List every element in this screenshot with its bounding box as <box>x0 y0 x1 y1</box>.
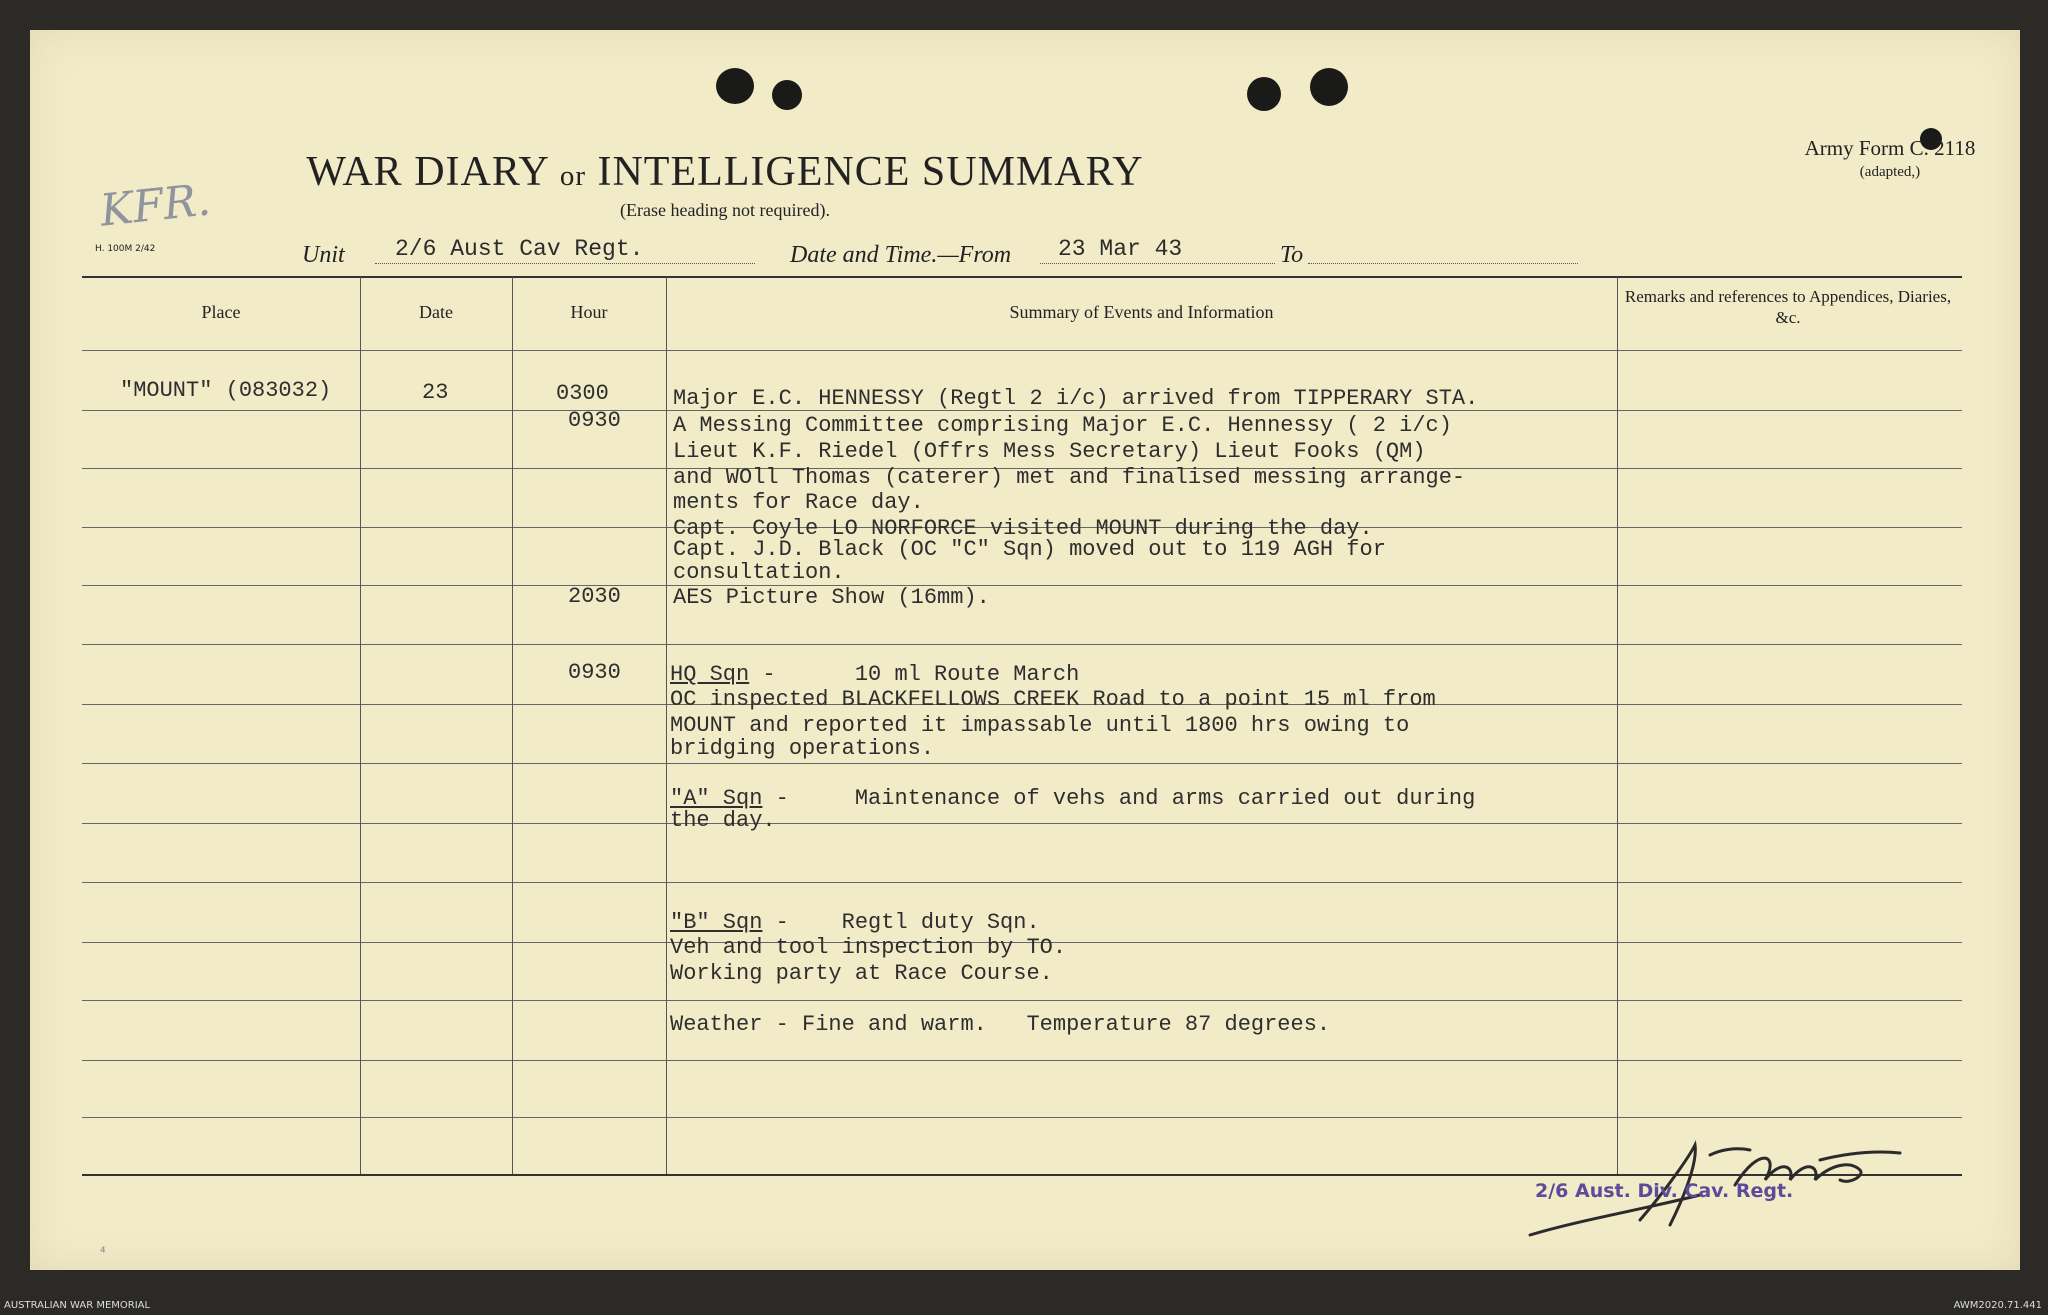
diary-sheet <box>30 30 2020 1270</box>
header-bottom-rule <box>82 350 1962 351</box>
summary-line <box>670 910 1040 936</box>
summary-line: consultation. <box>673 560 845 585</box>
summary-line: AES Picture Show (16mm). <box>673 585 990 610</box>
summary-line: A Messing Committee comprising Major E.C. Hennessy ( 2 i/c) <box>673 413 1452 438</box>
row-rule <box>82 1117 1962 1118</box>
summary-line: Major E.C. HENNESSY (Regtl 2 i/c) arrived from TIPPERARY STA. <box>673 386 1479 411</box>
punch-hole <box>1247 77 1281 111</box>
table-top-rule <box>82 276 1962 278</box>
row-rule <box>82 1000 1962 1001</box>
date-time-label: Date and Time.—From <box>790 242 1012 268</box>
hour-entry: 0930 <box>568 660 621 685</box>
row-rule <box>82 823 1962 824</box>
column-divider <box>1617 277 1618 1174</box>
column-header-hour: Hour <box>570 302 608 322</box>
a-sqn-label: "A" Sqn <box>670 786 763 811</box>
hour-entry: 2030 <box>568 584 621 609</box>
column-header-date: Date <box>419 302 453 322</box>
summary-line <box>670 662 1079 688</box>
to-label: To <box>1280 242 1304 268</box>
row-rule <box>82 1060 1962 1061</box>
column-header-remarks: Remarks and references to Appendices, Diaries, &c. <box>1624 287 1952 327</box>
form-code: H. 100M 2/42 <box>95 244 156 254</box>
handwritten-initials: KFR. <box>97 174 213 237</box>
punch-hole <box>1310 68 1348 106</box>
summary-line <box>670 786 1475 812</box>
to-dotted-line <box>1308 263 1578 264</box>
punch-hole <box>772 80 802 110</box>
hq-sqn-label: HQ Sqn <box>670 662 750 687</box>
row-rule <box>82 644 1962 645</box>
unit-value: 2/6 Aust Cav Regt. <box>395 236 644 262</box>
footer-archive-id: AWM2020.71.441 <box>1953 1300 2042 1311</box>
column-divider <box>666 277 667 1174</box>
column-divider <box>512 277 513 1174</box>
unit-stamp: 2/6 Aust. Div. Cav. Regt. <box>1535 1180 1794 1202</box>
summary-line: MOUNT and reported it impassable until 1800 hrs owing to <box>670 713 1410 738</box>
place-entry: "MOUNT" (083032) <box>120 378 332 403</box>
column-header-place: Place <box>201 302 241 322</box>
a-sqn-text: - Maintenance of vehs and arms carried out during <box>762 786 1476 811</box>
summary-line: Veh and tool inspection by TO. <box>670 935 1067 960</box>
from-dotted-line <box>1040 263 1275 264</box>
from-value: 23 Mar 43 <box>1058 236 1183 262</box>
hq-sqn-text: - 10 ml Route March <box>749 662 1080 687</box>
column-header-summary: Summary of Events and Information <box>1009 302 1274 322</box>
summary-line: and WOll Thomas (caterer) met and finalised messing arrange- <box>673 465 1466 490</box>
footer-archive-name: AUSTRALIAN WAR MEMORIAL <box>4 1300 151 1311</box>
b-sqn-label: "B" Sqn <box>670 910 763 935</box>
summary-line: Capt. Coyle LO NORFORCE visited MOUNT during the day. <box>673 516 1373 541</box>
pencil-mark: ⁴ <box>100 1245 106 1261</box>
summary-line: Working party at Race Course. <box>670 961 1053 986</box>
weather-line: Weather - Fine and warm. Temperature 87 degrees. <box>670 1012 1331 1037</box>
army-form-number: Army Form C. 2118 <box>1804 136 1976 160</box>
unit-dotted-line <box>375 263 755 264</box>
hour-entry: 0300 <box>556 381 609 406</box>
row-rule <box>82 763 1962 764</box>
summary-line: bridging operations. <box>670 736 935 761</box>
unit-label: Unit <box>302 242 345 268</box>
page-subtitle: (Erase heading not required). <box>620 200 830 220</box>
row-rule <box>82 585 1962 586</box>
row-rule <box>82 882 1962 883</box>
summary-line: ments for Race day. <box>673 490 924 515</box>
hour-entry: 0930 <box>568 408 621 433</box>
summary-line: OC inspected BLACKFELLOWS CREEK Road to a point 15 ml from <box>670 687 1436 712</box>
date-entry: 23 <box>422 380 449 405</box>
b-sqn-text: - Regtl duty Sqn. <box>762 910 1040 935</box>
column-divider <box>360 277 361 1174</box>
page-title: WAR DIARY or INTELLIGENCE SUMMARY <box>306 149 1144 195</box>
summary-line: Lieut K.F. Riedel (Offrs Mess Secretary) Lieut Fooks (QM) <box>673 439 1426 464</box>
summary-line: Capt. J.D. Black (OC "C" Sqn) moved out to 119 AGH for <box>673 537 1386 562</box>
summary-line: the day. <box>670 808 776 833</box>
punch-hole <box>716 68 754 104</box>
army-form-adapted: (adapted,) <box>1859 164 1921 180</box>
